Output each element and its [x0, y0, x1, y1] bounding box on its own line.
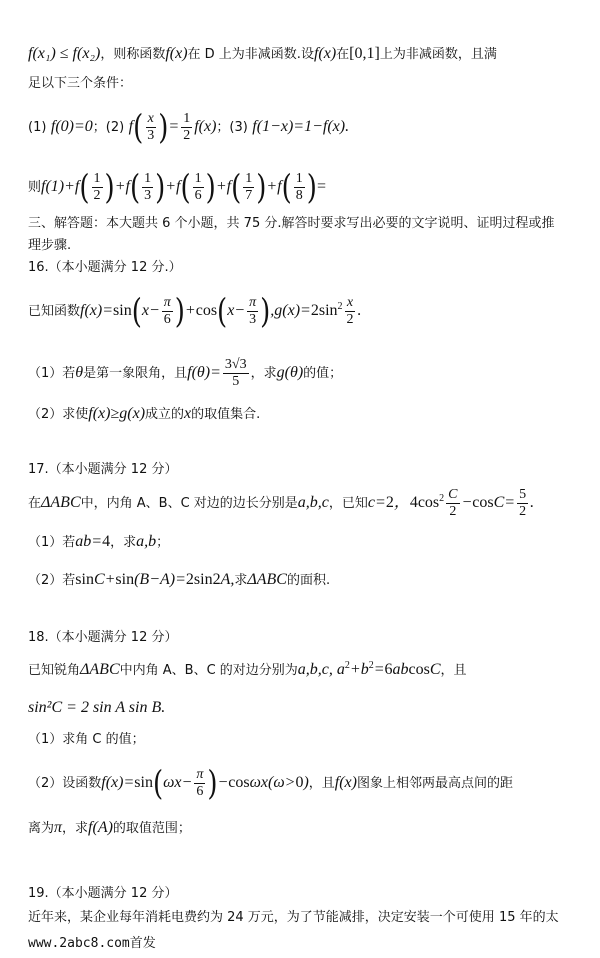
q17-given — [28, 488, 578, 519]
text: 成立的 — [145, 407, 185, 422]
text: 的取值范围； — [112, 821, 191, 836]
math-interval: [0,1] — [349, 45, 380, 62]
text: 在 — [336, 47, 350, 62]
q18-given — [28, 656, 578, 681]
text: 的值； — [303, 366, 343, 382]
q18-part-2 — [28, 764, 578, 803]
condition-3: f(1−x)=1−f(x). — [252, 118, 350, 136]
math: a,b,c — [297, 494, 329, 512]
math: a,b — [136, 533, 157, 550]
text: ，已知 — [328, 496, 368, 512]
definition-line — [28, 44, 578, 65]
text: 在 D 上为非减函数.设 — [187, 47, 314, 62]
text: ，求 — [62, 821, 89, 836]
text: （2）若 — [28, 573, 76, 588]
text: 已知函数 — [28, 304, 81, 320]
definition-line-2: 足以下三个条件： — [28, 76, 133, 91]
math: f(θ)= $\frac{3√3}{5}$ — [187, 357, 247, 389]
math: $a^2+b^2=6abcosC$ — [332, 660, 441, 678]
text: （1）若 — [28, 366, 76, 382]
q19-header: 19.（本小题满分 12 分） — [28, 886, 178, 901]
text: 图象上相邻两最高点间的距 — [356, 776, 513, 792]
text: 中，内角 A、B、C 对边的边长分别是 — [80, 496, 298, 512]
math: ΔABC — [41, 494, 81, 512]
math: a,b,c, — [297, 661, 333, 678]
footer-watermark: www.2abc8.com首发 — [28, 936, 156, 951]
text: 离为 — [28, 821, 55, 836]
label: (1) — [28, 120, 47, 136]
math: sinC+sin(B−A)=2sin2A, — [75, 571, 235, 588]
text: 的取值集合. — [191, 407, 261, 422]
text: 求 — [234, 573, 248, 588]
q18-part-2-cont — [28, 818, 578, 839]
math: g(θ) — [276, 364, 304, 382]
condition-2: f( $\frac{x}{3}$ )= $\frac{1}{2}$ f(x) — [128, 108, 217, 147]
text: 中内角 A、B、C 的对边分别为 — [119, 663, 298, 678]
sum-line — [28, 168, 578, 207]
math: ab=4 — [75, 533, 111, 550]
math: f(x)≥g(x) — [88, 405, 146, 422]
text: 则 — [28, 180, 42, 196]
math: x — [184, 405, 192, 422]
text: ，求 — [110, 535, 137, 550]
q17-part-1 — [28, 532, 578, 553]
math: = — [316, 178, 326, 196]
math: θ — [75, 364, 84, 382]
math: π — [54, 819, 63, 836]
text: ，则称函数 — [100, 47, 166, 62]
text: ； — [156, 535, 170, 550]
label: ；(2) — [92, 120, 125, 136]
q16-part-1 — [28, 358, 578, 389]
label: ；(3) — [216, 120, 248, 136]
math: f(A) — [88, 819, 113, 836]
text: ，且 — [308, 776, 335, 792]
q18-part-1: （1）求角 C 的值； — [28, 732, 145, 747]
text: 在 — [28, 496, 42, 512]
math: f(x) — [334, 774, 357, 792]
text: 是第一象限角，且 — [83, 366, 188, 382]
math: ΔABC — [247, 571, 287, 588]
text: （1）若 — [28, 535, 76, 550]
conditions-line — [28, 108, 578, 147]
text: （2）设函数 — [28, 776, 102, 792]
q17-condition: c=2，$4\cos^2$ $\frac{C}{2}$ −cosC= $\frac{5}{2}$ . — [367, 487, 535, 519]
q18-function: f(x)=sin(ωx− $\frac{\pi}{6}$ )−cosωx(ω>0) — [101, 764, 309, 803]
text: ，且 — [440, 663, 467, 678]
text: 已知锐角 — [28, 663, 81, 678]
text: ，求 — [250, 366, 277, 382]
q16-part-2 — [28, 404, 578, 425]
text: （2）求使 — [28, 407, 89, 422]
math: f(x) — [165, 45, 188, 62]
sum-terms: f( $\frac{1}{2}$ )+f( $\frac{1}{3}$ )+f( $\frac{1}{6}$ )+f( $\frac{1}{7}$ )+f( $\frac{1}{8}$ ) — [74, 168, 317, 207]
q19-line-1: 近年来，某企业每年消耗电费约为 24 万元，为了节能减排，决定安装一个可使用 15 年的太 — [28, 910, 559, 925]
math: f(x) — [313, 45, 337, 62]
q16-function: f(x)=sin(x− $\frac{\pi}{6}$ )+cos(x− $\frac{\pi}{3}$ )$,g(x)=2\sin^2$ $\frac{x}{2}$ . — [80, 292, 362, 331]
text: 上为非减函数，且满 — [379, 47, 497, 62]
math-inequality: f(x₁) ≤ f(x₂) — [28, 45, 101, 62]
q18-header: 18.（本小题满分 12 分） — [28, 630, 178, 645]
text: 的面积. — [286, 573, 331, 588]
q17-header: 17.（本小题满分 12 分） — [28, 462, 178, 477]
section-3-line-2: 理步骤. — [28, 238, 72, 253]
q16-given — [28, 292, 578, 331]
math: ΔABC — [80, 661, 120, 678]
condition-1: f(0)=0 — [50, 118, 93, 136]
q18-condition: sin²C = 2 sin A sin B. — [28, 699, 166, 716]
q17-part-2 — [28, 570, 578, 591]
section-3-line-1: 三、解答题：本大题共 6 个小题，共 75 分.解答时要求写出必要的文字说明、证明过程或推 — [28, 216, 555, 231]
q16-header: 16.（本小题满分 12 分.） — [28, 260, 182, 275]
math: f(1)+ — [41, 178, 75, 196]
